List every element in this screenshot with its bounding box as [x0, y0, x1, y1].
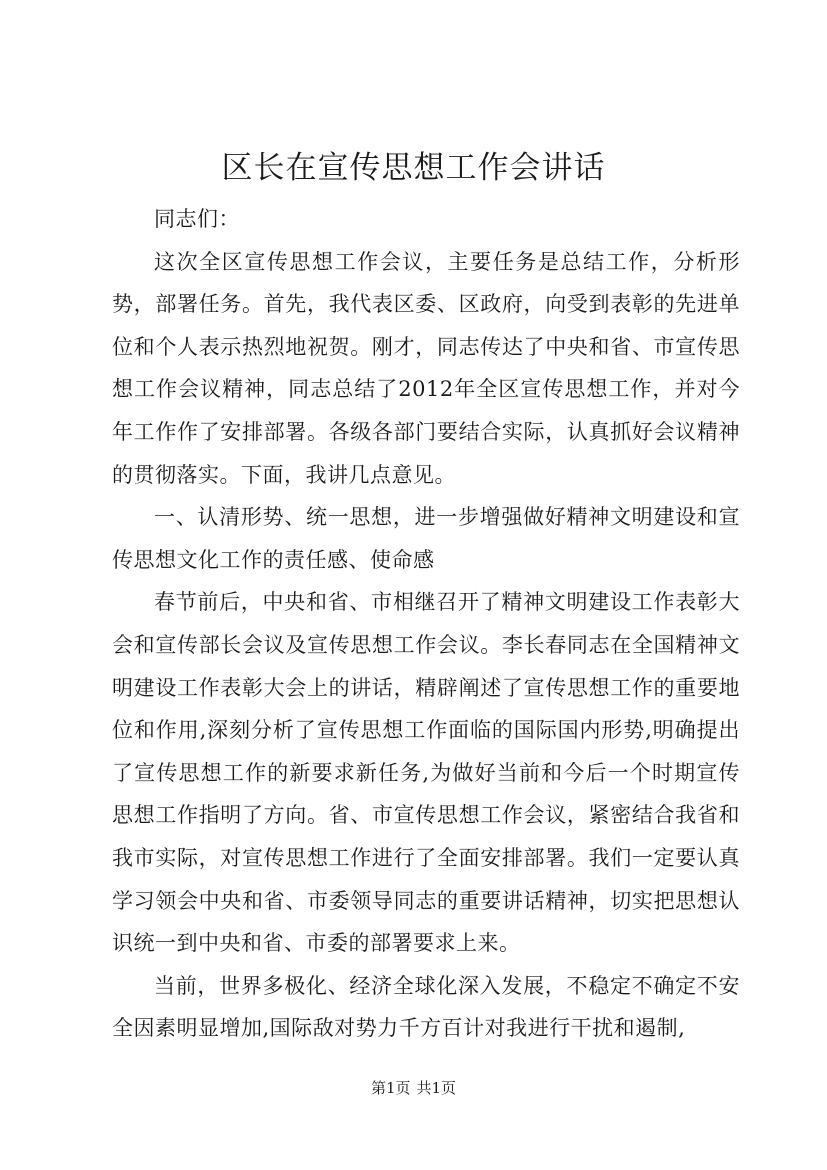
- paragraph-current-situation: 当前，世界多极化、经济全球化深入发展，不稳定不确定不安全因素明显增加,国际敌对势力千方百计对我进行干扰和遏制,: [112, 973, 740, 1041]
- paragraph-opening: 这次全区宣传思想工作会议，主要任务是总结工作，分析形势，部署任务。首先，我代表区委、区政府，向受到表彰的先进单位和个人表示热烈地祝贺。刚才，同志传达了中央和省、市宣传思想工作会议精神，同志总结了2012年全区宣传思想工作，并对今年工作作了安排部署。各级各部门要结合实际，认真抓好会议精神的贯彻落实。下面，我讲几点意见。: [112, 249, 740, 487]
- section-heading-1: 一、认清形势、统一思想，进一步增强做好精神文明建设和宣传思想文化工作的责任感、使命感: [112, 505, 740, 572]
- page-number: 第1页: [370, 1079, 411, 1097]
- document-title: 区长在宣传思想工作会讲话: [221, 150, 606, 186]
- salutation: 同志们：: [154, 207, 240, 231]
- document-body: [112, 198, 740, 1050]
- page-total: 共1页: [416, 1079, 457, 1097]
- page-footer: [0, 1077, 827, 1099]
- paragraph-section-1: 春节前后，中央和省、市相继召开了精神文明建设工作表彰大会和宣传部长会议及宣传思想工作会议。李长春同志在全国精神文明建设工作表彰大会上的讲话，精辟阐述了宣传思想工作的重要地位和作用,深刻分析了宣传思想工作面临的国际国内形势,明确提出了宣传思想工作的新要求新任务,为做好当前和今后一个时期宣传思想工作指明了方向。省、市宣传思想工作会议，紧密结合我省和我市实际，对宣传思想工作进行了全面安排部署。我们一定要认真学习领会中央和省、市委领导同志的重要讲话精神，切实把思想认识统一到中央和省、市委的部署要求上来。: [112, 590, 740, 956]
